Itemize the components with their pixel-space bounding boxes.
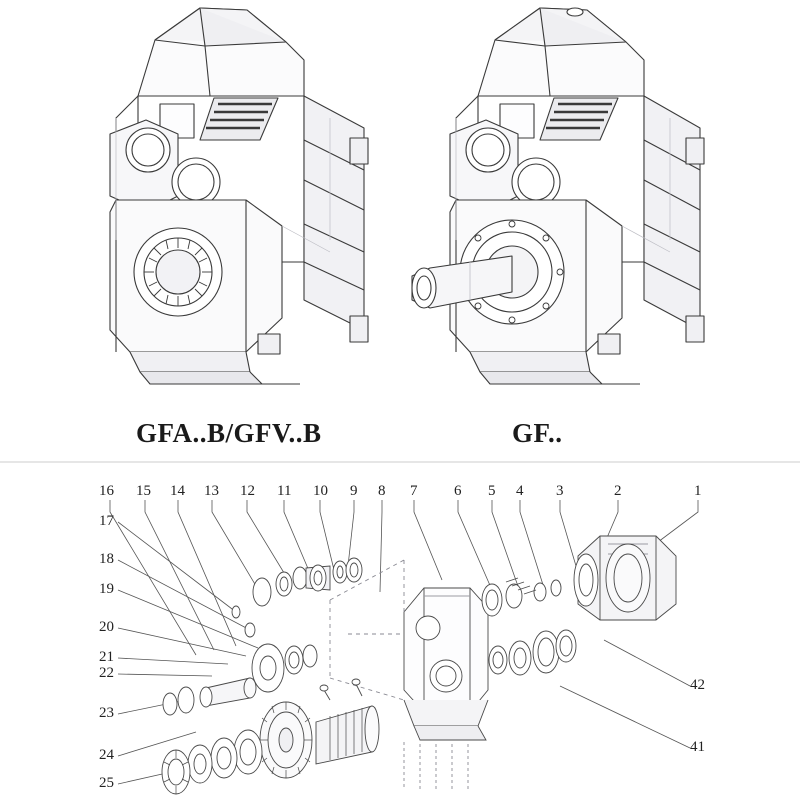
callout-6: 6 xyxy=(454,483,462,499)
callout-25: 25 xyxy=(99,775,114,791)
callout-3: 3 xyxy=(556,483,564,499)
callout-7: 7 xyxy=(410,483,418,499)
callout-12: 12 xyxy=(240,483,255,499)
callout-1: 1 xyxy=(694,483,702,499)
callout-15: 15 xyxy=(136,483,151,499)
callout-19: 19 xyxy=(99,581,114,597)
callout-17: 17 xyxy=(99,513,114,529)
callout-20: 20 xyxy=(99,619,114,635)
callout-16: 16 xyxy=(99,483,114,499)
model-label-gf: GF.. xyxy=(512,418,563,448)
callout-11: 11 xyxy=(277,483,292,499)
gear-unit-view-left xyxy=(110,8,368,384)
callout-5: 5 xyxy=(488,483,496,499)
callout-42: 42 xyxy=(690,677,705,693)
callout-8: 8 xyxy=(378,483,386,499)
callout-21: 21 xyxy=(99,649,114,665)
callout-13: 13 xyxy=(204,483,219,499)
callout-9: 9 xyxy=(350,483,358,499)
callout-22: 22 xyxy=(99,665,114,681)
callout-41: 41 xyxy=(690,739,705,755)
gear-unit-view-right xyxy=(412,8,704,384)
callout-14: 14 xyxy=(170,483,185,499)
model-label-gfab-gfvb: GFA..B/GFV..B xyxy=(136,418,322,448)
callout-10: 10 xyxy=(313,483,328,499)
exploded-assembly xyxy=(110,500,698,794)
callout-24: 24 xyxy=(99,747,114,763)
callout-4: 4 xyxy=(516,483,524,499)
callout-23: 23 xyxy=(99,705,114,721)
callout-18: 18 xyxy=(99,551,114,567)
callout-2: 2 xyxy=(614,483,622,499)
